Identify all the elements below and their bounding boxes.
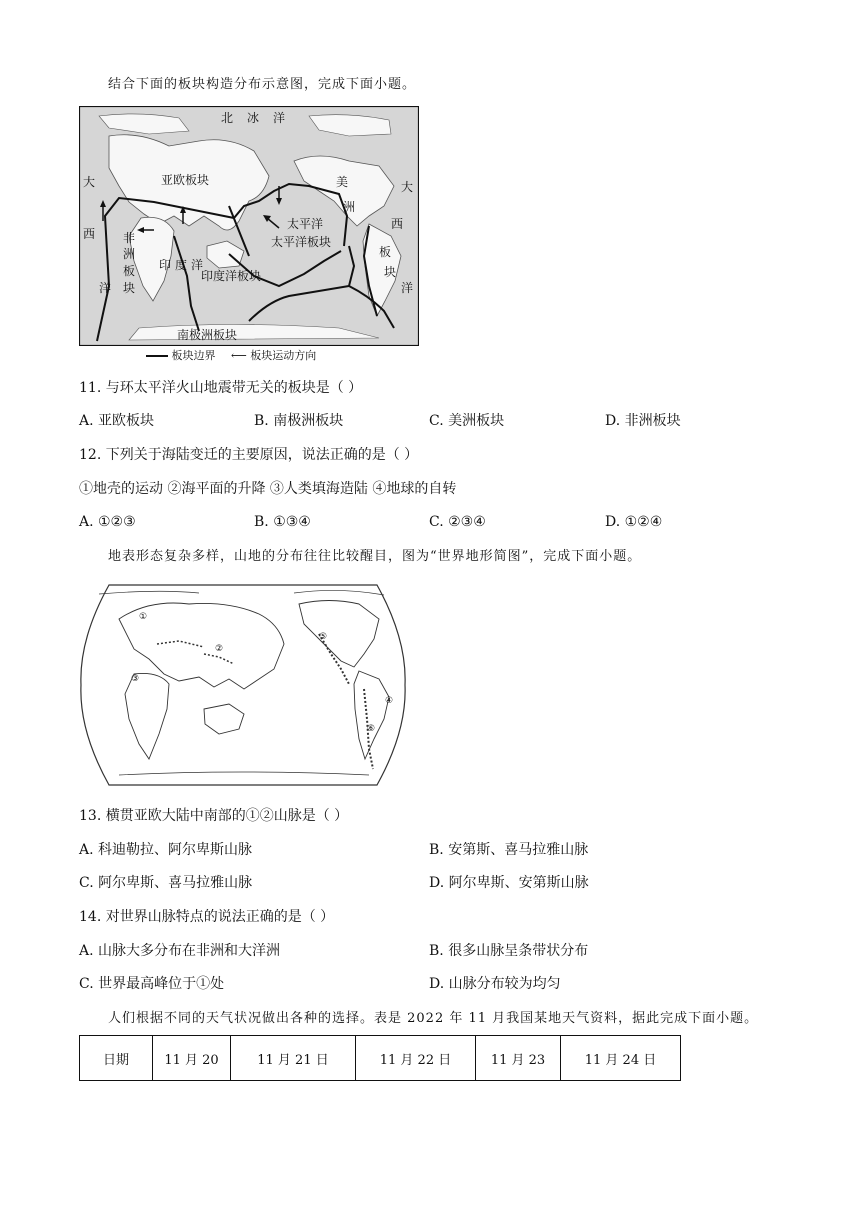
marker-5: ⑤	[319, 632, 328, 642]
question-11-option-c: C. 美洲板块	[429, 413, 505, 429]
label-africa-2: 洲	[123, 247, 136, 261]
arrow-left-icon: ⟵	[231, 349, 247, 362]
label-america-1: 美	[336, 175, 349, 189]
weather-table	[79, 1035, 681, 1081]
table-cell-date: 日期	[80, 1036, 153, 1081]
label-sa-plate-1: 板	[379, 245, 392, 259]
question-11-option-a: A. 亚欧板块	[79, 413, 155, 429]
question-13-option-a: A. 科迪勒拉、阿尔卑斯山脉	[79, 842, 253, 858]
label-africa-1: 非	[123, 231, 136, 245]
label-atlantic-right-2: 西	[391, 217, 404, 231]
question-12-option-a: A. ①②③	[79, 514, 136, 530]
marker-1: ①	[139, 612, 148, 622]
question-14-option-b: B. 很多山脉呈条带状分布	[429, 943, 589, 959]
question-12-option-d: D. ①②④	[605, 514, 663, 530]
label-indian-ocean-1: 印	[159, 258, 172, 272]
label-atlantic-left-3: 洋	[99, 281, 112, 295]
label-africa-4: 块	[123, 281, 136, 295]
boundary-line-icon	[146, 355, 168, 357]
question-11-option-b: B. 南极洲板块	[254, 413, 344, 429]
map-legend	[146, 347, 316, 363]
label-africa-3: 板	[123, 264, 136, 278]
intro-weather-table: 人们根据不同的天气状况做出各种的选择。表是 2022 年 11 月我国某地天气资料，据此完成下面小题。	[108, 1011, 759, 1026]
label-north-1: 北	[221, 111, 234, 125]
marker-4: ④	[385, 696, 394, 706]
question-12-option-c: C. ②③④	[429, 514, 486, 530]
table-cell-nov24: 11 月 24 日	[561, 1036, 681, 1081]
question-13-stem: 13. 横贯亚欧大陆中南部的①②山脉是（ ）	[79, 808, 349, 824]
question-14-option-d: D. 山脉分布较为均匀	[429, 976, 561, 992]
label-america-2: 洲	[343, 200, 356, 214]
table-cell-nov21: 11 月 21 日	[231, 1036, 356, 1081]
question-11-stem: 11. 与环太平洋火山地震带无关的板块是（ ）	[79, 380, 363, 396]
label-atlantic-right-3: 洋	[401, 281, 414, 295]
marker-3: ③	[131, 674, 140, 684]
label-eurasian-plate: 亚欧板块	[161, 173, 210, 187]
label-atlantic-left-1: 大	[83, 175, 96, 189]
legend-boundary: 板块边界	[171, 349, 216, 362]
question-12-option-b: B. ①③④	[254, 514, 311, 530]
label-sa-plate-2: 块	[384, 265, 397, 279]
label-indian-plate: 印度洋板块	[201, 269, 262, 283]
intro-plate-map: 结合下面的板块构造分布示意图，完成下面小题。	[108, 77, 417, 92]
label-north-2: 冰	[247, 111, 260, 125]
legend-direction: 板块运动方向	[250, 349, 317, 362]
question-13-option-d: D. 阿尔卑斯、安第斯山脉	[429, 875, 589, 891]
marker-6: ⑥	[367, 724, 376, 734]
label-north-3: 洋	[273, 111, 286, 125]
table-cell-nov22: 11 月 22 日	[356, 1036, 476, 1081]
question-12-stem: 12. 下列关于海陆变迁的主要原因，说法正确的是（ ）	[79, 447, 419, 463]
label-pacific-ocean: 太平洋	[287, 217, 324, 231]
label-antarctic-plate: 南极洲板块	[177, 328, 238, 342]
question-14-option-a: A. 山脉大多分布在非洲和大洋洲	[79, 943, 281, 959]
world-terrain-map	[79, 579, 407, 791]
label-indian-ocean-3: 洋	[191, 258, 204, 272]
table-cell-nov23: 11 月 23	[476, 1036, 561, 1081]
label-indian-ocean-2: 度	[175, 258, 188, 272]
question-14-stem: 14. 对世界山脉特点的说法正确的是（ ）	[79, 909, 335, 925]
label-atlantic-left-2: 西	[83, 227, 96, 241]
question-13-option-b: B. 安第斯、喜马拉雅山脉	[429, 842, 589, 858]
plate-tectonics-map	[79, 106, 419, 346]
table-cell-nov20: 11 月 20	[153, 1036, 231, 1081]
marker-2: ②	[215, 644, 224, 654]
table-row	[80, 1036, 681, 1081]
intro-world-map: 地表形态复杂多样，山地的分布往往比较醒目，图为“世界地形简图”，完成下面小题。	[108, 549, 642, 564]
question-12-items: ①地壳的运动 ②海平面的升降 ③人类填海造陆 ④地球的自转	[79, 481, 457, 497]
question-14-option-c: C. 世界最高峰位于①处	[79, 976, 225, 992]
question-11-option-d: D. 非洲板块	[605, 413, 681, 429]
label-atlantic-right-1: 大	[401, 180, 414, 194]
question-13-option-c: C. 阿尔卑斯、喜马拉雅山脉	[79, 875, 253, 891]
label-pacific-plate: 太平洋板块	[271, 235, 332, 249]
